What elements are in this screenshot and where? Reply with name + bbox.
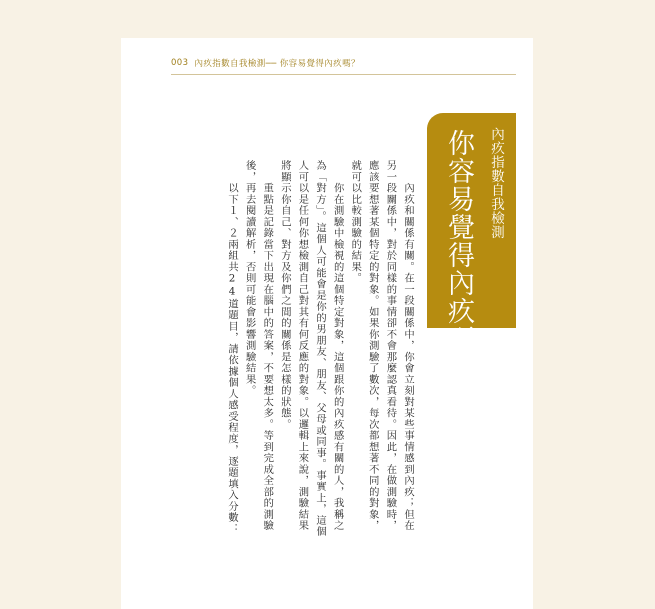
body-text <box>166 160 416 540</box>
chapter-subtitle: 內疚指數自我檢測 <box>488 127 504 239</box>
header-divider <box>171 74 516 75</box>
body-paragraph: 內疚和關係有關。在一段關係中，你會立刻對某些事情感到內疚；但在另一段關係中，對於同樣的事情卻不會那麼認真看待。因此，在做測驗時，應該要想著某個特定的對象。如果你測驗了數次，每次都想著不同的對象，就可以比較測驗的結果。 <box>349 160 414 532</box>
chapter-title: 你容易覺得內疚嗎？ <box>443 129 474 381</box>
page-number: 003 <box>171 58 189 68</box>
chapter-title-tab <box>427 113 516 381</box>
body-paragraph: 重點是記錄當下出現在腦中的答案，不要想太多。等到完成全部的測驗後，再去閱讀解析，否則可能會影響測驗結果。 <box>243 160 274 532</box>
body-paragraph: 以下１、２兩組共24道題目，請依據個人感受程度，逐題填入分數： <box>226 160 239 535</box>
body-paragraph: 你在測驗中檢視的這個特定對象，這個跟你的內疚感有關的人，我稱之為「對方」。這個人可能會是你的男朋友、朋友、父母或同事。事實上，這個人可以是任何你想檢測自己對其有何反應的對象。以邏輯上來說，測驗結果將顯示你自己、對方及你們之間的關係是怎樣的狀態。 <box>278 160 344 538</box>
running-header <box>171 56 360 70</box>
running-title: 內疚指數自我檢測── 你容易覺得內疚嗎？ <box>194 59 360 69</box>
